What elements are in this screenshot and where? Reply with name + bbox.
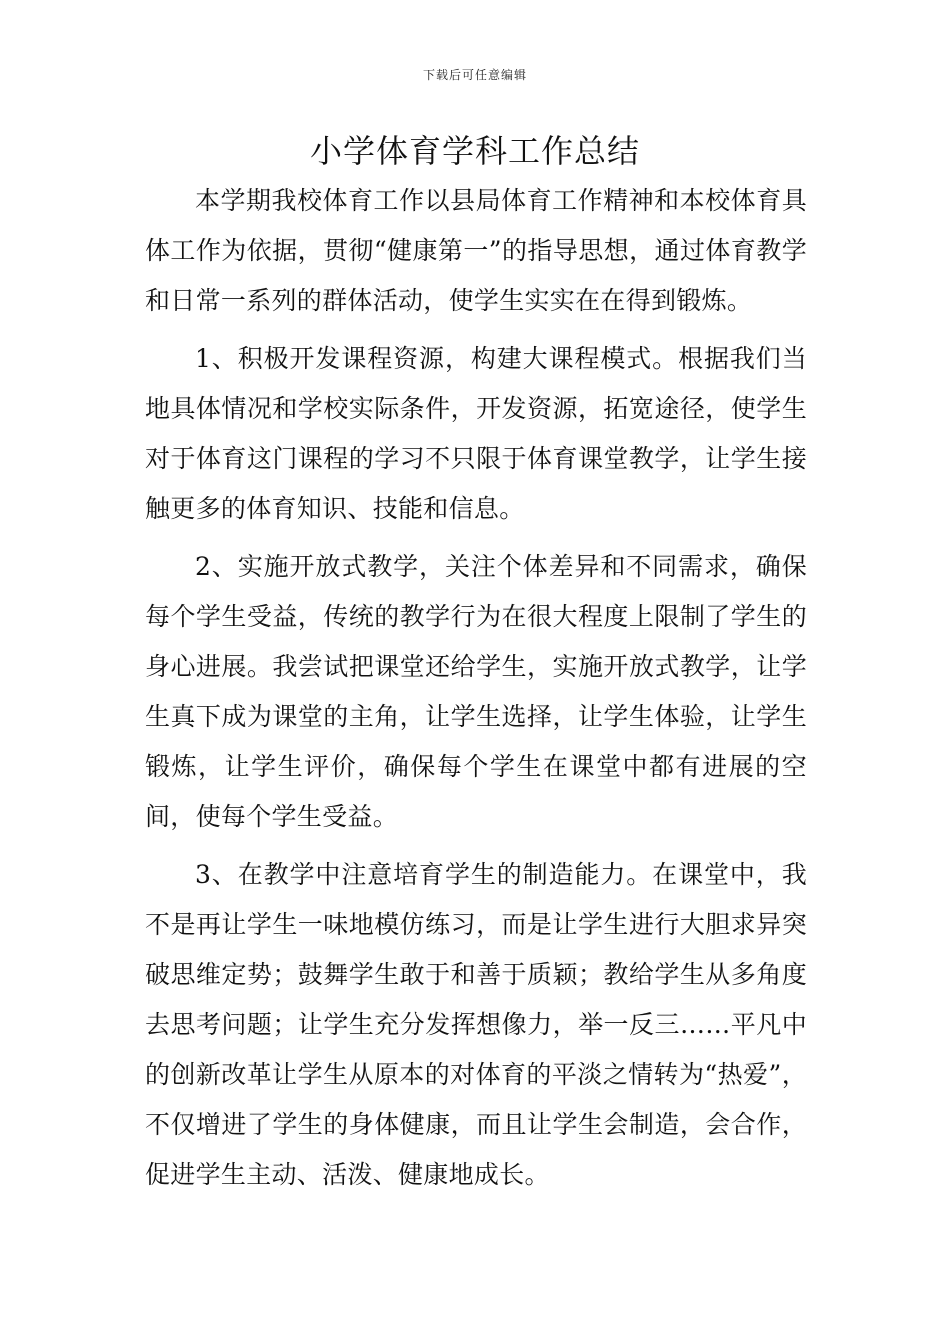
paragraph-item-1: 1、积极开发课程资源，构建大课程模式。根据我们当地具体情况和学校实际条件，开发资源，拓宽途径，使学生对于体育这门课程的学习不只限于体育课堂教学，让学生接触更多的体育知识、技能和信息。 — [145, 344, 807, 523]
paragraph-item-2: 2、实施开放式教学，关注个体差异和不同需求，确保每个学生受益，传统的教学行为在很大程度上限制了学生的身心进展。我尝试把课堂还给学生，实施开放式教学，让学生真下成为课堂的主角，让学生选择，让学生体验，让学生锻炼，让学生评价，确保每个学生在课堂中都有进展的空间，使每个学生受益。 — [145, 552, 807, 831]
header-note: 下载后可任意编辑 — [422, 68, 527, 82]
paragraph-intro: 本学期我校体育工作以县局体育工作精神和本校体育具体工作为依据，贯彻“健康第一”的指导思想，通过体育教学和日常一系列的群体活动，使学生实实在在得到锻炼。 — [145, 186, 807, 315]
document-title: 小学体育学科工作总结 — [309, 132, 640, 170]
document-body — [145, 176, 807, 1208]
paragraph-item-3: 3、在教学中注意培育学生的制造能力。在课堂中，我不是再让学生一味地模仿练习，而是让学生进行大胆求异突破思维定势；鼓舞学生敢于和善于质颖；教给学生从多角度去思考问题；让学生充分发挥想像力，举一反三……平凡中的创新改革让学生从原本的对体育的平淡之情转为“热爱”，不仅增进了学生的身体健康，而且让学生会制造，会合作，促进学生主动、活泼、健康地成长。 — [145, 860, 807, 1189]
